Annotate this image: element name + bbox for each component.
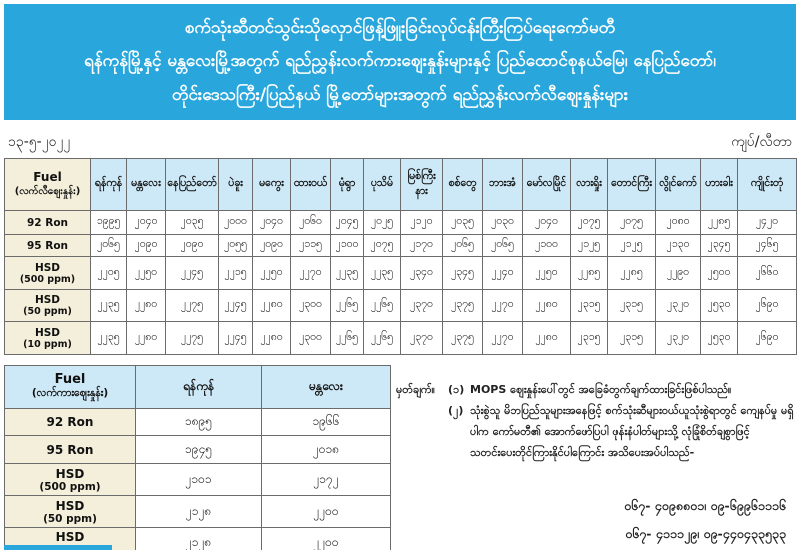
banner-line-3: တိုင်းဒေသကြီး/ပြည်နယ် မြို့တော်များအတွက် ရည်ညွှန်းလက်လီဈေးနှုန်းများ xyxy=(171,84,629,105)
fuel-row-label: 95 Ron xyxy=(5,235,91,257)
price-cell: ၂၆၆၀ xyxy=(738,257,797,290)
table-row xyxy=(5,409,391,436)
fuel-row-label: 95 Ron xyxy=(5,436,136,464)
city-column-header: ကျိုင်းတုံ xyxy=(738,159,797,211)
price-cell: ၂၄၆၅ xyxy=(738,235,797,257)
price-cell: ၂၀၆၅ xyxy=(91,235,127,257)
wholesale-header-row xyxy=(5,366,391,409)
fuel-row-sublabel: (500 ppm) xyxy=(39,480,101,493)
price-cell: ၂၂၃၅ xyxy=(331,257,364,290)
price-cell: ၂၀၄၀ xyxy=(253,211,291,235)
notes-label: မှတ်ချက်။ xyxy=(396,383,436,396)
price-cell: ၂၄၂၀ xyxy=(738,211,797,235)
price-cell: ၂၂၇၀ xyxy=(483,322,523,355)
price-cell: ၂၀၆၅ xyxy=(443,235,483,257)
fuel-row-sublabel: (50 ppm) xyxy=(43,512,97,525)
note-2-text: သုံးစွဲသူ မိဘပြည်သူများအနေဖြင့် စက်သုံးဆီများဝယ်ယူသုံးစွဲရာတွင် ကျေနပ်မှု မရှိပါက ကော်မတီ၏ အောက်ဖော်ပြပါ ဖုန်းနံပါတ်များသို့ လုံခြုံစိတ်ချစွာဖြင့် သတင်းပေးတိုင်ကြားနိုင်ပါကြောင်း အသိပေးအပ်ပါသည်- xyxy=(470,403,794,459)
city-column-header: တောင်ကြီး xyxy=(608,159,656,211)
fuel-row-label: 92 Ron xyxy=(5,409,136,436)
retail-fuel-header-title: Fuel xyxy=(33,170,62,184)
retail-fuel-header-sub: (လက်လီဈေးနှုန်း) xyxy=(14,186,81,197)
price-cell: ၂၀၃၅ xyxy=(443,211,483,235)
price-cell: ၂၂၉၀ xyxy=(656,257,701,290)
note-item-2 xyxy=(396,401,796,464)
price-cell: ၂၃၄၅ xyxy=(443,257,483,290)
fuel-row-label: HSD (50 ppm) xyxy=(5,290,91,322)
table-row xyxy=(5,322,797,355)
price-cell: ၂၁၃၀ xyxy=(656,235,701,257)
city-column-header: ဟားခါး xyxy=(701,159,738,211)
fuel-row-label: HSD (10 ppm) xyxy=(5,322,91,355)
unit-label: ကျပ်/လီတာ xyxy=(731,134,792,150)
table-row xyxy=(5,496,391,528)
city-column-header: မြစ်ကြီးနား xyxy=(401,159,443,211)
retail-body xyxy=(5,211,797,355)
note-1-number: (၁) xyxy=(448,383,465,396)
price-cell: ၂၃၁၅ xyxy=(571,290,608,322)
fuel-row-label: HSD xyxy=(5,528,136,550)
price-cell: ၂၁၁၅ xyxy=(291,235,331,257)
city-column-header: လားရှိုး xyxy=(571,159,608,211)
price-cell: ၂၃၂၀ xyxy=(656,290,701,322)
city-column-header: ရန်ကုန် xyxy=(91,159,127,211)
fuel-row-sublabel: (50 ppm) xyxy=(23,306,72,317)
price-cell: ၁၉၉၅ xyxy=(91,211,127,235)
price-cell: ၂၀၉၀ xyxy=(253,235,291,257)
title-banner xyxy=(4,4,796,120)
price-cell: ၂၃၇၅ xyxy=(443,322,483,355)
price-cell: ၂၀၉၀ xyxy=(166,235,219,257)
price-cell: ၂၂၀၅ xyxy=(91,257,127,290)
price-cell: ၂၂၇၅ xyxy=(166,322,219,355)
retail-price-table xyxy=(4,158,797,355)
note-2-number: (၂) xyxy=(448,403,464,417)
price-cell: ၂၂၈၀ xyxy=(127,322,166,355)
price-cell: ၂၂၈၀ xyxy=(253,290,291,322)
price-cell: ၂၀၈၀ xyxy=(656,211,701,235)
phone-line-2: ၀၆၇- ၄၁၁၁၂၉၊ ၀၉-၄၄၀၄၃၃၅၃၃ xyxy=(625,525,786,541)
price-cell: ၂၃၂၀ xyxy=(656,322,701,355)
price-cell: ၂၁၇၂ xyxy=(262,464,391,496)
price-cell: ၂၆၉၀ xyxy=(738,290,797,322)
price-cell: ၂၀၇၅ xyxy=(608,211,656,235)
retail-header-row xyxy=(5,159,797,211)
price-cell: ၂၂၅၀ xyxy=(127,257,166,290)
fuel-row-sublabel: (10 ppm) xyxy=(23,338,72,350)
price-cell: ၂၂၈၀ xyxy=(523,322,571,355)
price-cell: ၂၂၀၀ xyxy=(262,528,391,550)
price-cell: ၂၂၃၅ xyxy=(91,322,127,355)
price-cell: ၂၀၄၅ xyxy=(331,211,364,235)
price-cell: ၂၂၈၅ xyxy=(571,257,608,290)
price-cell: ၂၃၇၅ xyxy=(443,290,483,322)
price-cell: ၂၀၄၀ xyxy=(523,211,571,235)
price-cell: ၂၂၅၀ xyxy=(523,257,571,290)
table-row xyxy=(5,235,797,257)
phone-line-1: ၀၆၇- ၄၀၉၈၈၀၁၊ ၀၉-၆၉၉၆၁၁၁၆ xyxy=(624,498,786,513)
fuel-row-label: HSD (50 ppm) xyxy=(5,496,136,528)
price-cell: ၂၂၇၀ xyxy=(291,257,331,290)
price-cell: ၂၃၄၀ xyxy=(401,257,443,290)
price-cell: ၂၂၃၅ xyxy=(91,290,127,322)
city-column-header: ထားဝယ် xyxy=(291,159,331,211)
city-column-header: ဘားအံ xyxy=(483,159,523,211)
city-column-header: မော်လမြိုင် xyxy=(523,159,571,211)
price-cell: ၂၀၂၅ xyxy=(364,211,401,235)
price-cell: ၂၀၃၀ xyxy=(483,211,523,235)
price-cell: ၂၂၈၀ xyxy=(253,322,291,355)
price-cell: ၂၁၂၀ xyxy=(401,211,443,235)
price-cell: ၂၆၉၀ xyxy=(738,322,797,355)
city-column-header: မကွေး xyxy=(253,159,291,211)
wholesale-body xyxy=(5,409,391,550)
price-cell: ၂၀၃၅ xyxy=(166,211,219,235)
price-cell: ၂၁၂၅ xyxy=(608,235,656,257)
price-cell: ၂၀၉၀ xyxy=(127,235,166,257)
price-cell: ၂၁၀၀ xyxy=(523,235,571,257)
price-cell: ၂၀၁၈ xyxy=(262,436,391,464)
table-row xyxy=(5,464,391,496)
price-cell: ၂၁၂၅ xyxy=(571,235,608,257)
price-cell: ၂၂၇၅ xyxy=(166,290,219,322)
table-row xyxy=(5,436,391,464)
price-cell: ၂၂၈၀ xyxy=(127,290,166,322)
price-cell: ၂၂၃၅ xyxy=(364,257,401,290)
price-cell: ၂၃၁၅ xyxy=(571,322,608,355)
city-column-header: မုံရွာ xyxy=(331,159,364,211)
price-cell: ၂၂၁၅ xyxy=(219,257,253,290)
banner-line-1: စက်သုံးဆီတင်သွင်းသိုလှောင်ဖြန့်ဖြူးခြင်းလုပ်ငန်းကြီးကြပ်ရေးကော်မတီ xyxy=(184,17,616,38)
city-column-header: မန္တလေး xyxy=(127,159,166,211)
price-cell: ၂၂၄၅ xyxy=(166,257,219,290)
price-cell: ၂၀၇၅ xyxy=(364,235,401,257)
city-column-header: ပဲခူး xyxy=(219,159,253,211)
price-cell: ၂၁၀၀ xyxy=(331,235,364,257)
price-cell: ၂၂၆၅ xyxy=(331,290,364,322)
price-cell: ၂၂၈၀ xyxy=(523,290,571,322)
cutoff-next-row-strip xyxy=(4,545,112,550)
price-cell: ၂၃၇၀ xyxy=(401,322,443,355)
fuel-row-label: HSD (500 ppm) xyxy=(5,464,136,496)
price-cell: ၂၂၅၀ xyxy=(253,257,291,290)
fuel-row-label: HSD (500 ppm) xyxy=(5,257,91,290)
price-cell: ၂၀၆၅ xyxy=(483,235,523,257)
price-cell: ၂၃၁၅ xyxy=(608,322,656,355)
price-cell: ၂၅၃၀ xyxy=(701,322,738,355)
wholesale-fuel-header-title: Fuel xyxy=(54,372,86,387)
price-cell: ၂၂၄၅ xyxy=(219,322,253,355)
price-cell: ၂၀၄၀ xyxy=(127,211,166,235)
price-cell: ၂၃၄၅ xyxy=(701,235,738,257)
price-cell: ၂၀၀၀ xyxy=(219,211,253,235)
price-cell: ၂၀၆၀ xyxy=(291,211,331,235)
city-column-header: မန္တလေး xyxy=(262,366,391,409)
price-cell: ၂၃၀၀ xyxy=(291,322,331,355)
price-cell: ၂၂၈၅ xyxy=(608,257,656,290)
price-cell: ၂၂၄၀ xyxy=(483,257,523,290)
city-column-header: လွိုင်ကော် xyxy=(656,159,701,211)
price-cell: ၂၂၆၅ xyxy=(331,322,364,355)
table-row xyxy=(5,257,797,290)
table-row xyxy=(5,211,797,235)
phone-numbers xyxy=(396,492,796,547)
wholesale-price-table xyxy=(4,365,391,550)
price-cell: ၂၂၈၅ xyxy=(701,211,738,235)
city-column-header: စစ်တွေ xyxy=(443,159,483,211)
price-cell: ၂၀၇၅ xyxy=(571,211,608,235)
table-row xyxy=(5,290,797,322)
price-cell: ၂၀၅၅ xyxy=(219,235,253,257)
price-cell: ၁၉၆၆ xyxy=(262,409,391,436)
note-item-1 xyxy=(396,380,796,401)
banner-line-2: ရန်ကုန်မြို့နှင့် မန္တလေးမြို့အတွက် ရည်ညွှန်းလက်ကားဈေးနှုန်းများနှင့် ပြည်ထောင်စုနယ်မြေ၊ နေပြည်တော်၊ xyxy=(84,51,716,72)
price-cell: ၂၅၀၀ xyxy=(701,257,738,290)
city-column-header: နေပြည်တော် xyxy=(166,159,219,211)
price-cell: ၂၂၄၅ xyxy=(219,290,253,322)
price-cell: ၂၂၇၀ xyxy=(483,290,523,322)
price-cell: ၂၁၀၁ xyxy=(136,464,262,496)
retail-fuel-header xyxy=(5,159,91,211)
note-1-text: MOPS ဈေးနှုန်းပေါ်တွင် အခြေခံတွက်ချက်ထားခြင်းဖြစ်ပါသည်။ xyxy=(470,383,732,396)
price-cell: ၂၃၀၀ xyxy=(291,290,331,322)
fuel-row-sublabel: (500 ppm) xyxy=(19,273,76,285)
date-label: ၁၃-၅-၂၀၂၂ xyxy=(8,134,71,150)
notes-block xyxy=(396,380,796,464)
city-column-header: ရန်ကုန် xyxy=(136,366,262,409)
price-cell: ၁၉၄၅ xyxy=(136,436,262,464)
price-cell: ၂၂၆၅ xyxy=(364,290,401,322)
price-cell: ၂၁၂၈ xyxy=(136,496,262,528)
fuel-row-label: 92 Ron xyxy=(5,211,91,235)
price-cell: ၁၈၉၅ xyxy=(136,409,262,436)
wholesale-fuel-header-sub: (လက်ကားဈေးနှုန်း) xyxy=(31,387,109,399)
price-cell: ၂၅၃၀ xyxy=(701,290,738,322)
price-cell: ၂၃၇၀ xyxy=(401,290,443,322)
city-column-header: ပုသိမ် xyxy=(364,159,401,211)
price-cell: ၂၃၁၅ xyxy=(608,290,656,322)
wholesale-fuel-header xyxy=(5,366,136,409)
price-cell: ၂၂၆၅ xyxy=(364,322,401,355)
price-cell: ၂၁၂၈ xyxy=(136,528,262,550)
price-cell: ၂၂၀၀ xyxy=(262,496,391,528)
price-cell: ၂၁၇၀ xyxy=(401,235,443,257)
meta-row xyxy=(6,130,796,154)
